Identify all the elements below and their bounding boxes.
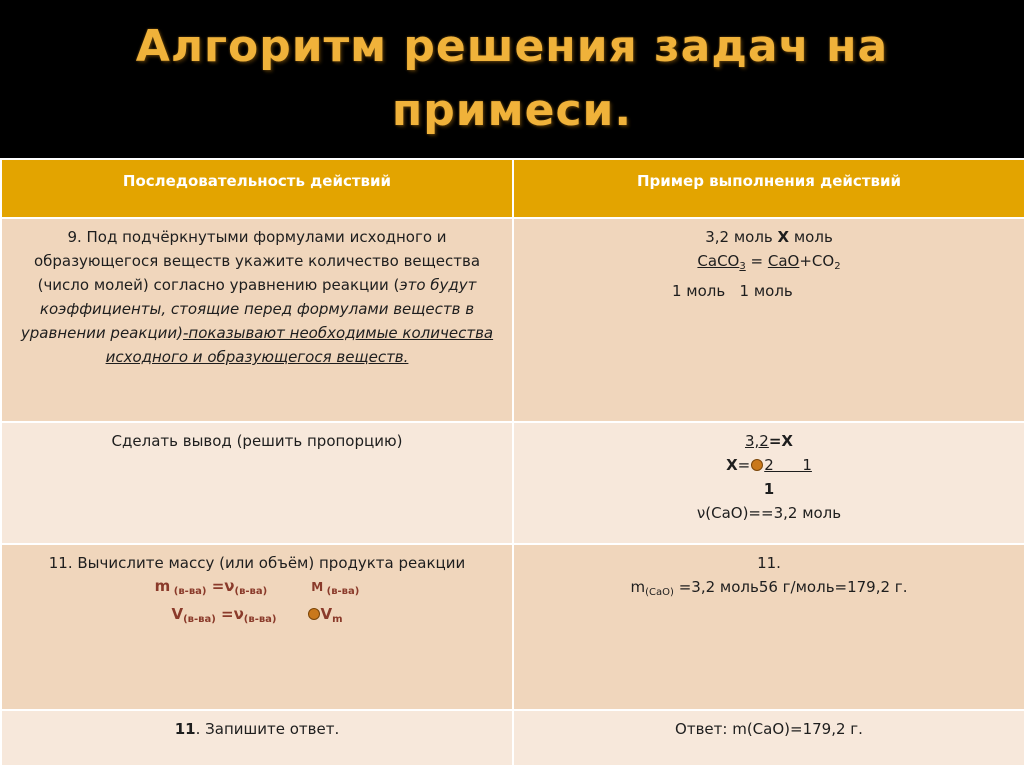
reaction-equation: CaCO$_3$ = $CaO+CO_2$ [697,252,841,272]
example-cell: Ответ: m(CaO)=179,2 г. [513,710,1024,766]
proportion-line: 3,2=Х [745,432,793,450]
formula-mass: m $_{(в-ва)} =\nu_{(в-ва)}$ M $_{(в-ва)}$ [154,577,360,597]
example-cell [513,544,1024,710]
example-cell [513,218,1024,422]
formula-volume: $V_{(в-ва)} =\nu_{(в-ва)}$ $V_m$ [171,605,343,625]
example-line: 3,2 моль Х моль [705,228,833,246]
table-row [1,544,1024,710]
header-row [1,159,1024,218]
step-text: 11. Вычислите массу (или объём) продукта реакции [48,554,466,572]
step-text-underlined: -показывают необходимые количества исходного и образующегося веществ. [105,324,494,366]
step-cell [1,544,513,710]
step-number: 9. [67,228,82,246]
step-cell: 11. Запишите ответ. [1,710,513,766]
table-row [1,710,1024,766]
mass-calculation: $m_{(CaO)} =3,2$ моль56 г/моль=179,2 г. [630,578,908,598]
header-example: Пример выполнения действий [513,159,1024,218]
example-cell [513,422,1024,544]
header-steps: Последовательность действий [1,159,513,218]
proportion-denominator: 1 [763,480,775,498]
algorithm-table [0,158,1024,767]
slide-title: Алгоритм решения задач на примеси. [135,21,889,136]
table-row [1,422,1024,544]
mole-amounts: 1 моль 1 моль [672,282,793,300]
result-line: ν(CaO)==3,2 моль [696,504,842,522]
multiply-dot-icon [308,608,320,620]
example-number: 11. [757,554,781,572]
step-cell: Сделать вывод (решить пропорцию) [1,422,513,544]
proportion-line: Х= 2 1 [726,456,812,474]
step-text-italic: это будут коэффициенты, стоящие перед формулами веществ в уравнении реакции) [20,276,477,342]
step-text: Под подчёркнутыми формулами исходного и образующегося веществ укажите количество вещества (число молей) согласно уравнению реакции ( [33,228,481,294]
step-cell [1,218,513,422]
multiply-dot-icon [751,459,763,471]
slide-title-bar [0,0,1024,158]
table-row [1,218,1024,422]
